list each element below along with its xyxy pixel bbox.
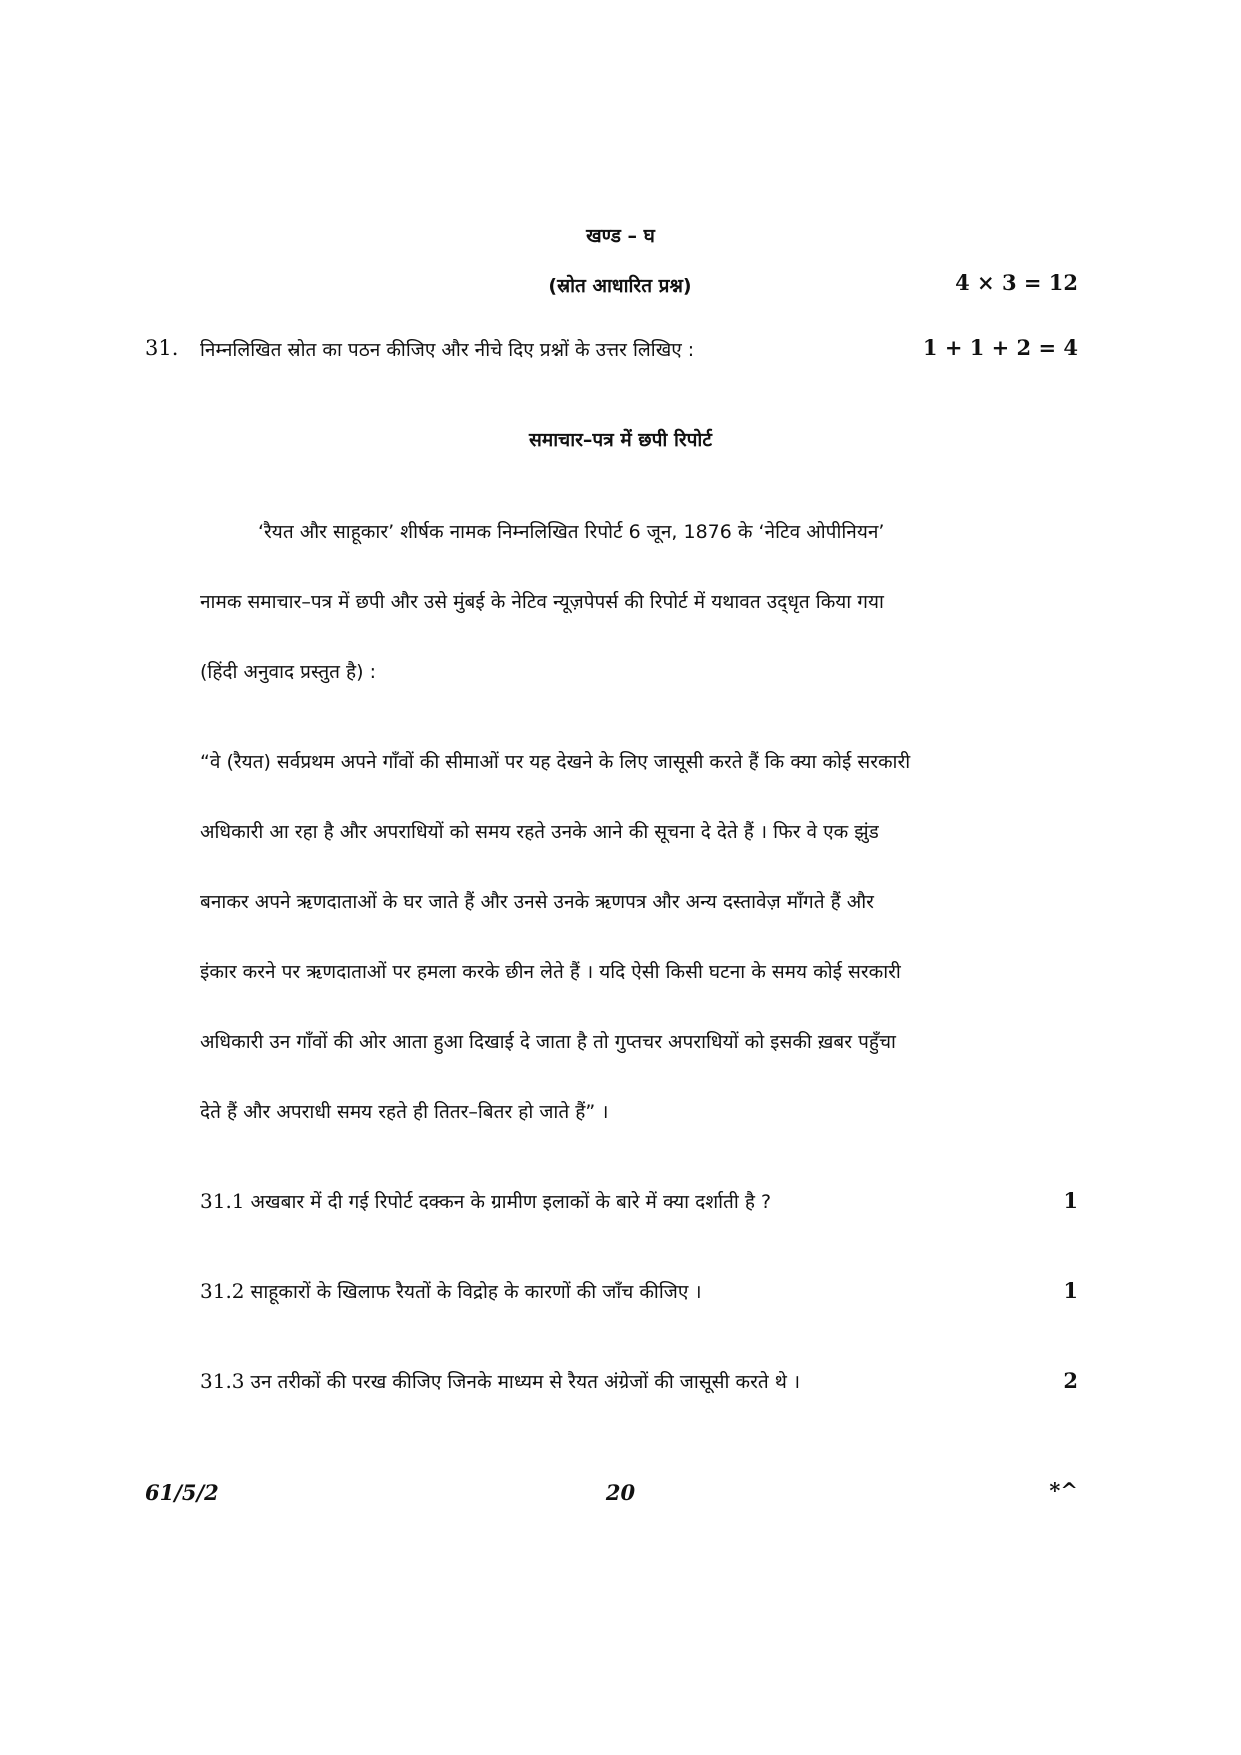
source-quote-line: “वे (रैयत) सर्वप्रथम अपने गाँवों की सीमाओं पर यह देखने के लिए जासूसी करते हैं कि क्या कोई सरकारी <box>200 751 911 773</box>
section-subtitle: (स्रोत आधारित प्रश्न) <box>548 275 692 297</box>
source-quote-line: अधिकारी आ रहा है और अपराधियों को समय रहते उनके आने की सूचना दे देते हैं । फिर वे एक झुंड <box>200 821 879 843</box>
sub-question-marks: 1 <box>1063 1278 1078 1303</box>
page-number: 20 <box>605 1480 636 1505</box>
sub-question-marks: 2 <box>1063 1368 1078 1393</box>
section-title: खण्ड – घ <box>586 225 655 247</box>
footer-mark: *^ <box>1049 1478 1078 1503</box>
source-intro-line: ‘रैयत और साहूकार’ शीर्षक नामक निम्नलिखित रिपोर्ट 6 जून, 1876 के ‘नेटिव ओपीनियन’ <box>258 521 885 543</box>
sub-question-number: 31.3 <box>200 1369 245 1393</box>
sub-question-marks: 1 <box>1063 1188 1078 1213</box>
sub-question-text: साहूकारों के खिलाफ रैयतों के विद्रोह के कारणों की जाँच कीजिए । <box>250 1281 702 1303</box>
source-intro-line: नामक समाचार–पत्र में छपी और उसे मुंबई के नेटिव न्यूज़पेपर्स की रिपोर्ट में यथावत उद्‌धृत किया गया <box>200 591 884 613</box>
paper-code: 61/5/2 <box>145 1480 219 1505</box>
question-instruction: निम्नलिखित स्रोत का पठन कीजिए और नीचे दिए प्रश्नों के उत्तर लिखिए : <box>200 339 695 361</box>
sub-question-number: 31.1 <box>200 1189 245 1213</box>
source-quote-line: बनाकर अपने ऋणदाताओं के घर जाते हैं और उनसे उनके ऋणपत्र और अन्य दस्तावेज़ माँगते हैं और <box>200 891 874 913</box>
sub-question <box>200 1188 771 1214</box>
question-marks: 1 + 1 + 2 = 4 <box>922 335 1078 360</box>
sub-question-text: अखबार में दी गई रिपोर्ट दक्कन के ग्रामीण इलाकों के बारे में क्या दर्शाती है ? <box>250 1191 772 1213</box>
sub-question <box>200 1368 800 1394</box>
source-title: समाचार–पत्र में छपी रिपोर्ट <box>529 429 712 451</box>
sub-question-number: 31.2 <box>200 1279 245 1303</box>
section-marks: 4 × 3 = 12 <box>955 270 1078 295</box>
sub-question <box>200 1278 702 1304</box>
sub-question-text: उन तरीकों की परख कीजिए जिनके माध्यम से रैयत अंग्रेजों की जासूसी करते थे । <box>250 1371 801 1393</box>
source-quote-line: अधिकारी उन गाँवों की ओर आता हुआ दिखाई दे जाता है तो गुप्तचर अपराधियों को इसकी ख़बर पहुँचा <box>200 1031 896 1053</box>
question-number: 31. <box>145 336 179 360</box>
source-quote-line: इंकार करने पर ऋणदाताओं पर हमला करके छीन लेते हैं । यदि ऐसी किसी घटना के समय कोई सरकारी <box>200 961 901 983</box>
source-quote-line: देते हैं और अपराधी समय रहते ही तितर–बितर हो जाते हैं” । <box>200 1101 609 1123</box>
source-intro-line: (हिंदी अनुवाद प्रस्तुत है) : <box>200 661 376 683</box>
